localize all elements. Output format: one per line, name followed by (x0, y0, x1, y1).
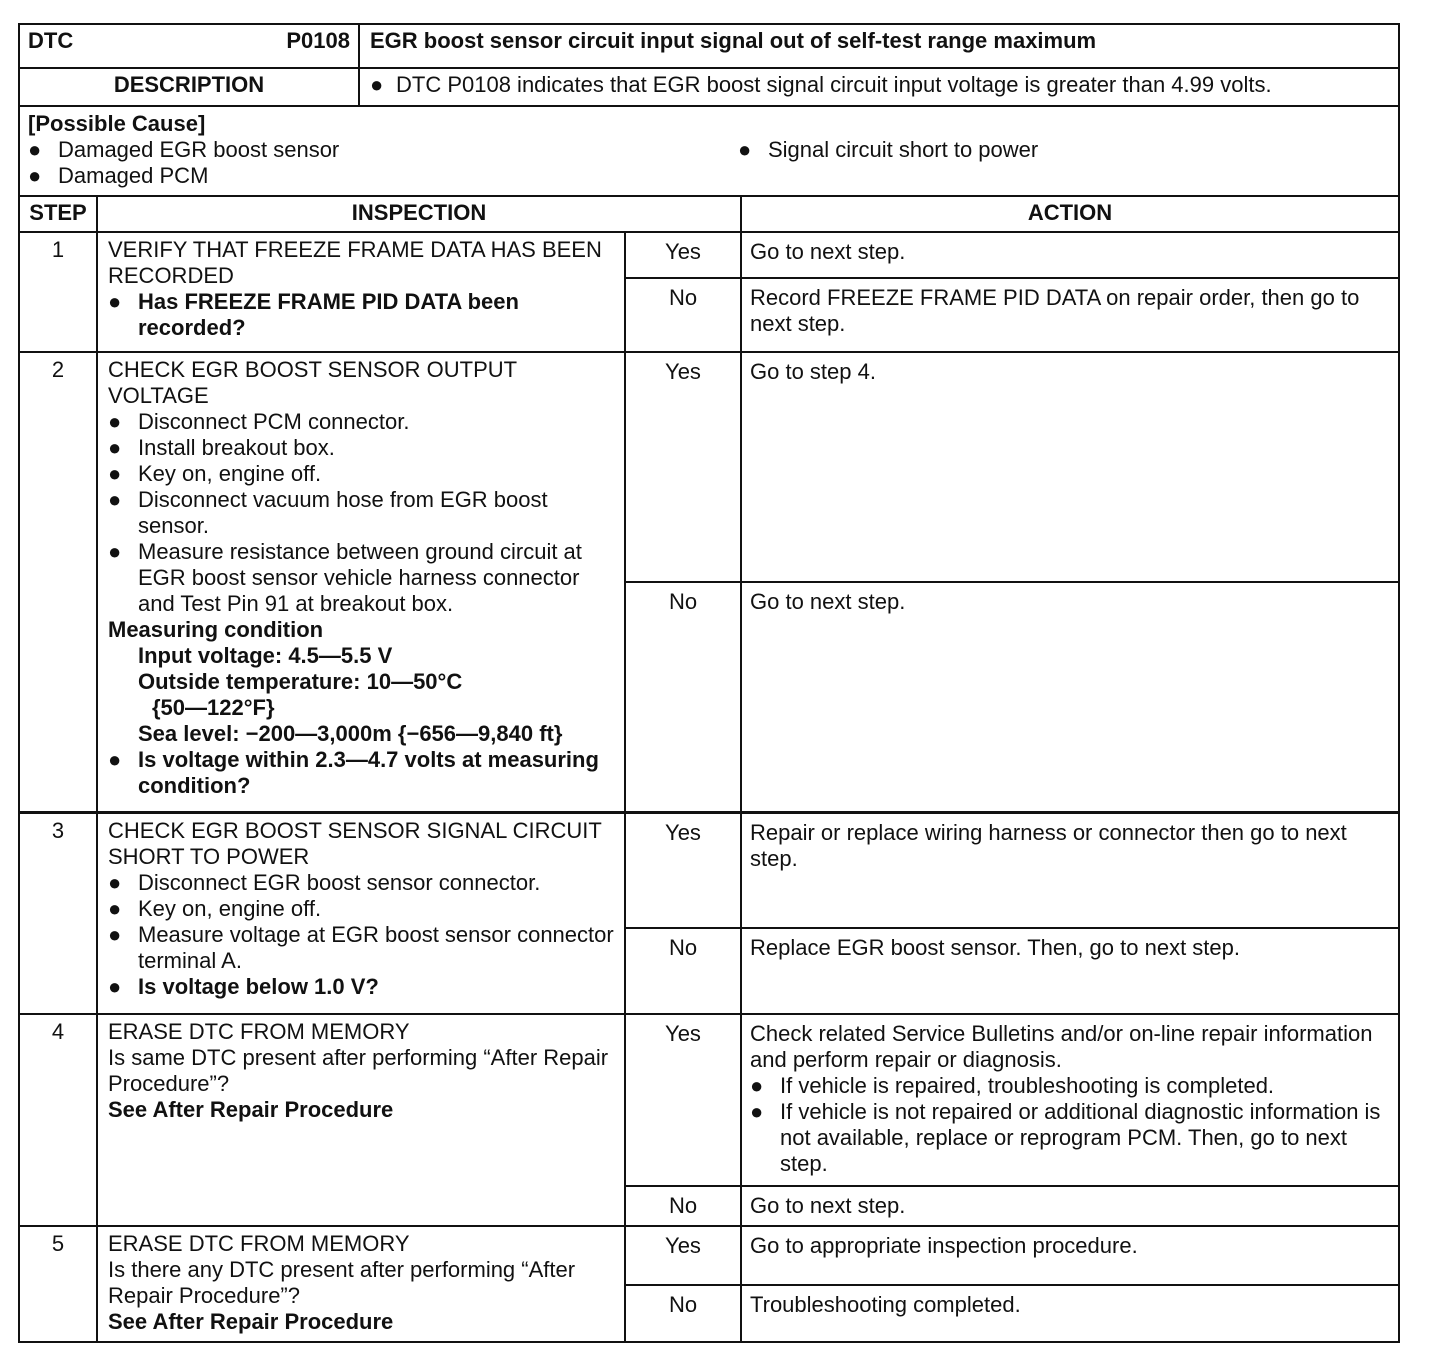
see-reference: See After Repair Procedure (108, 1097, 394, 1122)
no-action: Record FREEZE FRAME PID DATA on repair order, then go to next step. (741, 278, 1399, 352)
col-action: ACTION (741, 196, 1399, 232)
step-question: Is voltage below 1.0 V? (138, 973, 379, 999)
step-5-yes-row (19, 1226, 1399, 1285)
yes-label: Yes (625, 1226, 741, 1285)
possible-cause (19, 106, 1399, 196)
no-action: Replace EGR boost sensor. Then, go to next step. (741, 928, 1399, 1014)
bullet-icon: ● (108, 409, 122, 434)
step-bullet: Disconnect PCM connector. (138, 409, 410, 434)
action-bullet: If vehicle is not repaired or additional diagnostic information is not available, replace or reprogram PCM. Then, go to next step. (780, 1099, 1381, 1176)
yes-label: Yes (625, 812, 741, 928)
bullet-icon: ● (108, 289, 122, 314)
no-label: No (625, 928, 741, 1014)
yes-action: Go to step 4. (741, 352, 1399, 582)
yes-label: Yes (625, 1014, 741, 1186)
yes-action-cell (741, 1014, 1399, 1186)
no-label: No (625, 1285, 741, 1342)
step-3-inspection (97, 812, 625, 1014)
step-number: 1 (19, 232, 97, 352)
bullet-icon: ● (108, 435, 122, 460)
measuring-condition: Outside temperature: 10—50°C (138, 669, 463, 694)
yes-action: Go to next step. (741, 232, 1399, 278)
step-bullet: Key on, engine off. (138, 461, 322, 486)
possible-cause-row (19, 106, 1399, 196)
no-label: No (625, 582, 741, 812)
step-bullet: Measure voltage at EGR boost sensor connector terminal A. (138, 921, 614, 973)
dtc-table (18, 23, 1400, 1343)
no-action: Troubleshooting completed. (741, 1285, 1399, 1342)
step-number: 5 (19, 1226, 97, 1342)
measuring-condition: Sea level: −200—3,000m {−656—9,840 ft} (138, 721, 563, 746)
header-row (19, 24, 1399, 68)
step-bullet: Install breakout box. (138, 435, 335, 460)
measuring-condition: {50—122°F} (152, 695, 275, 720)
bullet-icon: ● (108, 895, 122, 921)
step-4-inspection (97, 1014, 625, 1226)
step-text: Is same DTC present after performing “After Repair Procedure”? (108, 1045, 609, 1096)
step-title: ERASE DTC FROM MEMORY (108, 1019, 410, 1044)
step-1-yes-row (19, 232, 1399, 278)
possible-cause-title: [Possible Cause] (28, 111, 206, 136)
step-bullet: Disconnect vacuum hose from EGR boost sensor. (138, 487, 548, 538)
step-number: 2 (19, 352, 97, 812)
bullet-icon: ● (108, 487, 122, 512)
dtc-document (18, 23, 1398, 1343)
bullet-icon: ● (108, 921, 122, 947)
step-question: Is voltage within 2.3—4.7 volts at measuring condition? (138, 747, 599, 798)
step-5-inspection (97, 1226, 625, 1342)
description-text-cell (359, 68, 1399, 106)
yes-action: Repair or replace wiring harness or connector then go to next step. (741, 812, 1399, 928)
bullet-icon: ● (108, 539, 122, 564)
no-action: Go to next step. (741, 582, 1399, 812)
no-label: No (625, 1186, 741, 1226)
measuring-condition: Input voltage: 4.5—5.5 V (138, 643, 393, 668)
cause-item: Damaged EGR boost sensor (58, 137, 340, 162)
col-step: STEP (19, 196, 97, 232)
bullet-icon: ● (750, 1099, 764, 1124)
dtc-label: DTC (28, 28, 74, 53)
step-title: CHECK EGR BOOST SENSOR SIGNAL CIRCUIT SHORT TO POWER (108, 817, 602, 869)
bullet-icon: ● (108, 461, 122, 486)
dtc-code-cell (19, 24, 359, 68)
bullet-icon: ● (738, 137, 752, 162)
step-bullet: Disconnect EGR boost sensor connector. (138, 869, 541, 895)
step-1-inspection (97, 232, 625, 352)
bullet-icon: ● (28, 163, 42, 188)
yes-label: Yes (625, 352, 741, 582)
measuring-condition-title: Measuring condition (108, 617, 324, 642)
step-4-yes-row (19, 1014, 1399, 1186)
yes-action: Go to appropriate inspection procedure. (741, 1226, 1399, 1285)
step-2-yes-row (19, 352, 1399, 582)
yes-action: Check related Service Bulletins and/or on-line repair information and perform repair or diagnosis. (750, 1021, 1373, 1072)
step-number: 4 (19, 1014, 97, 1226)
step-text: Is there any DTC present after performing “After Repair Procedure”? (108, 1257, 576, 1308)
no-action: Go to next step. (741, 1186, 1399, 1226)
step-number: 3 (19, 812, 97, 1014)
column-header-row (19, 196, 1399, 232)
bullet-icon: ● (370, 72, 384, 97)
bullet-icon: ● (28, 137, 42, 162)
bullet-icon: ● (108, 747, 122, 772)
description-text: DTC P0108 indicates that EGR boost signal circuit input voltage is greater than 4.99 volts. (396, 72, 1272, 97)
step-question: Has FREEZE FRAME PID DATA been recorded? (138, 289, 519, 340)
yes-label: Yes (625, 232, 741, 278)
action-bullet: If vehicle is repaired, troubleshooting is completed. (780, 1073, 1275, 1098)
step-title: CHECK EGR BOOST SENSOR OUTPUT VOLTAGE (108, 357, 517, 408)
see-reference: See After Repair Procedure (108, 1309, 394, 1334)
bullet-icon: ● (108, 869, 122, 895)
step-2-inspection (97, 352, 625, 812)
cause-item: Signal circuit short to power (768, 137, 1039, 162)
step-title: ERASE DTC FROM MEMORY (108, 1231, 410, 1256)
step-bullet: Key on, engine off. (138, 895, 322, 921)
dtc-code: P0108 (286, 28, 350, 53)
description-label: DESCRIPTION (19, 68, 359, 106)
bullet-icon: ● (750, 1073, 764, 1098)
step-bullet: Measure resistance between ground circuit at EGR boost sensor vehicle harness connector and Test Pin 91 at breakout box. (138, 539, 582, 616)
step-3-yes-row (19, 812, 1399, 928)
description-row (19, 68, 1399, 106)
no-label: No (625, 278, 741, 352)
bullet-icon: ● (108, 973, 122, 999)
dtc-title: EGR boost sensor circuit input signal out of self-test range maximum (359, 24, 1399, 68)
cause-item: Damaged PCM (58, 163, 209, 188)
col-inspection: INSPECTION (97, 196, 741, 232)
step-title: VERIFY THAT FREEZE FRAME DATA HAS BEEN RECORDED (108, 237, 602, 288)
